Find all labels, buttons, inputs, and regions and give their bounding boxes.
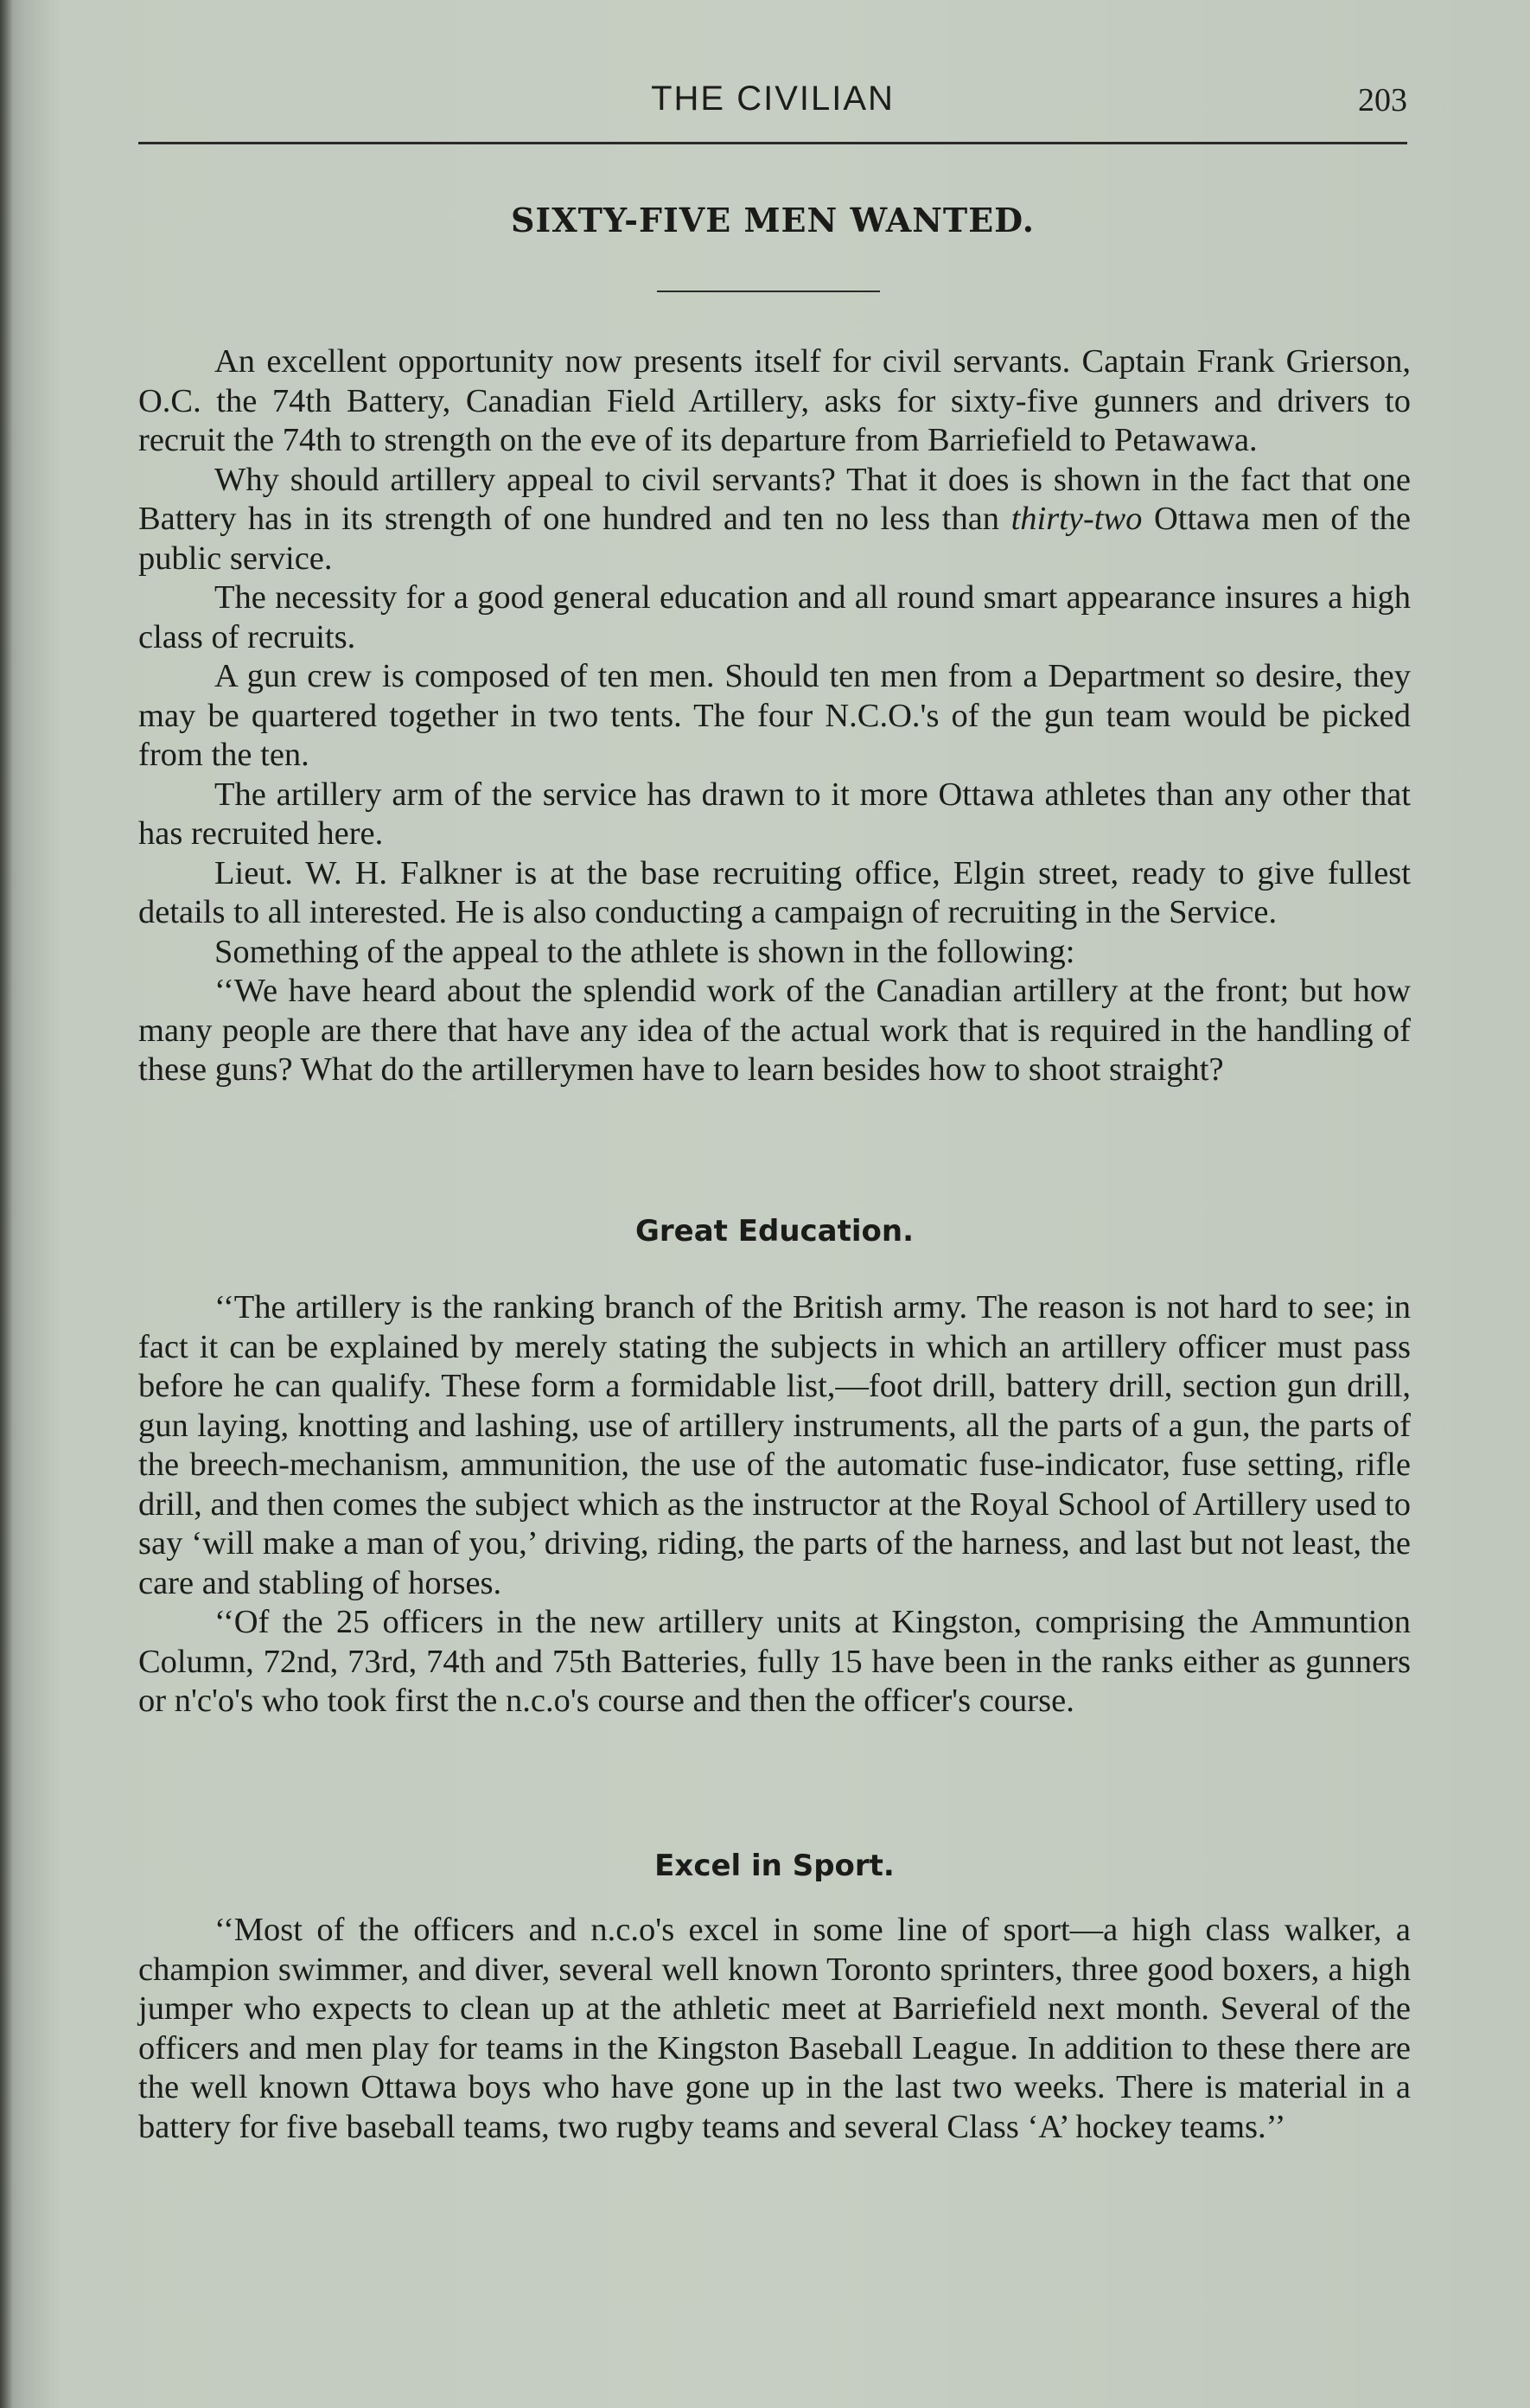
page-number: 203 xyxy=(1358,82,1407,118)
paragraph: The artillery arm of the service has drawn to it more Ottawa athletes than any other that has recruited here. xyxy=(138,776,1411,852)
paragraph: Something of the appeal to the athlete is shown in the following: xyxy=(214,933,1075,970)
paragraph: A gun crew is composed of ten men. Should ten men from a Department so desire, they may be quartered together in two tents. The four N.C.O.'s of the gun team would be picked from the ten. xyxy=(138,658,1411,773)
book-spine-shadow xyxy=(0,0,12,2408)
paragraph: The necessity for a good general education and all round smart appearance insures a high class of recruits. xyxy=(138,579,1411,655)
paragraph: Lieut. W. H. Falkner is at the base recruiting office, Elgin street, ready to give fullest details to all interested. He is also conducting a campaign of recruiting in the Service. xyxy=(138,854,1411,930)
paragraph-text: than xyxy=(941,501,1000,537)
article-intro xyxy=(138,342,1411,1090)
paragraph: An excellent opportunity now presents itself for civil servants. Captain Frank Grierson, O.C. the 74th Battery, Canadian Field Artillery, asks for sixty-five gunners and drivers to recruit the 74th to strength on the eve of its departure from Barriefield to Petawawa. xyxy=(138,343,1411,458)
article-title: SIXTY-FIVE MEN WANTED. xyxy=(510,201,1035,240)
title-rule xyxy=(657,291,880,292)
header-rule xyxy=(138,142,1407,144)
paragraph: ‘‘Of the 25 officers in the new artillery units at Kingston, comprising the Ammuntion Column, 72nd, 73rd, 74th and 75th Batteries, fully 15 have been in the ranks either as gunners or n'c'o's who took first the n.c.o's course and then the officer's course. xyxy=(138,1604,1411,1719)
section-great-education xyxy=(138,1288,1411,1721)
paragraph: ‘‘We have heard about the splendid work of the Canadian artillery at the front; but how many people are there that have any idea of the actual work that is required in the handling of these guns? What do the artillerymen have to learn besides how to shoot straight? xyxy=(138,973,1411,1088)
journal-title: THE CIVILIAN xyxy=(651,80,895,118)
emphasis-text: thirty-two xyxy=(1010,501,1143,537)
paragraph-text: Why should artillery appeal to civil servants? That it does is shown in the fact that one Battery has in its strength of one hundred and ten no less xyxy=(138,461,1411,537)
paragraph: ‘‘The artillery is the ranking branch of the British army. The reason is not hard to see; in fact it can be explained by merely stating the subjects in which an artillery officer must pass before he can qualify. These form a formidable list,—foot drill, battery drill, section gun drill, gun laying, knotting and lashing, use of artillery instruments, all the parts of a gun, the parts of the breech-mechanism, ammunition, the use of the automatic fuse-indicator, fuse setting, rifle drill, and then comes the subject which as the instructor at the Royal School of Artillery used to say ‘will make a man of you,’ driving, riding, the parts of the harness, and last but not least, the care and stabling of horses. xyxy=(138,1289,1411,1601)
running-head xyxy=(138,80,1407,131)
section-heading: Excel in Sport. xyxy=(654,1849,895,1883)
paragraph xyxy=(138,461,1411,579)
section-heading: Great Education. xyxy=(634,1214,915,1249)
paragraph: ‘‘Most of the officers and n.c.o's excel in some line of sport—a high class walker, a champion swimmer, and diver, several well known Toronto sprinters, three good boxers, a high jumper who expects to clean up at the athletic meet at Barriefield next month. Several of the officers and men play for teams in the Kingston Baseball League. In addition to these there are the well known Ottawa boys who have gone up in the last two weeks. There is material in a battery for five baseball teams, two rugby teams and several Class ‘A’ hockey teams.’’ xyxy=(138,1912,1411,2145)
section-excel-in-sport xyxy=(138,1911,1411,2147)
paragraph-text: Ottawa men of the public service. xyxy=(138,501,1412,577)
